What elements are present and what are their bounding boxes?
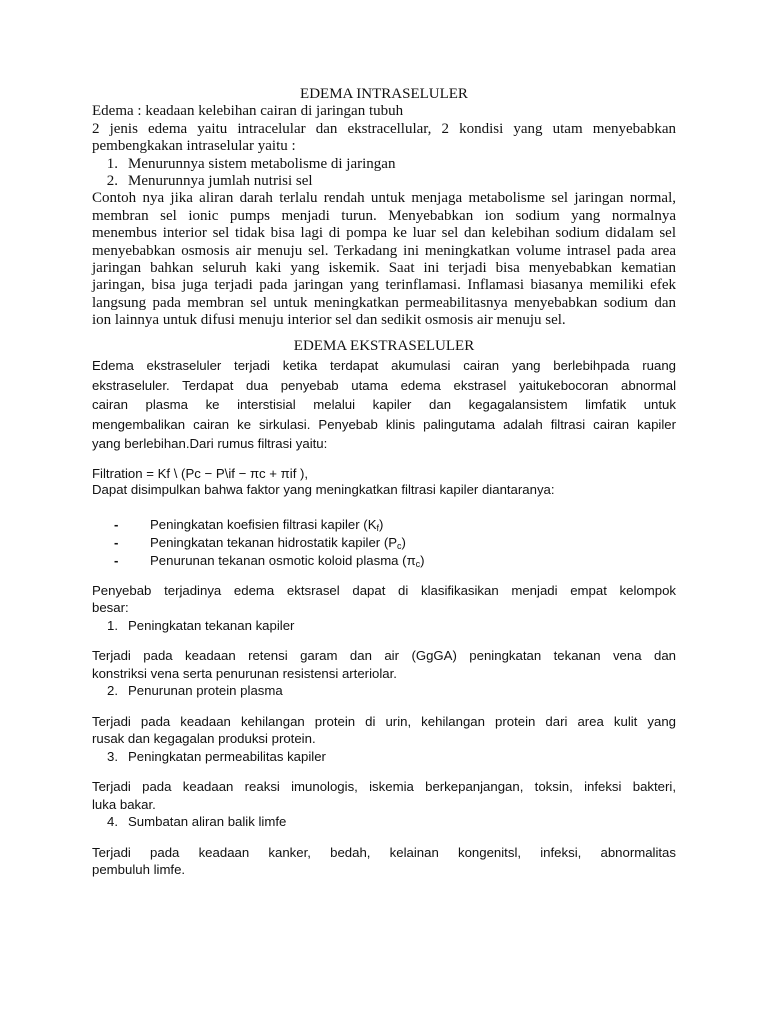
cause-description: [92, 844, 676, 879]
text-line: ekstraseluler. Terdapat dua penyebab utama edema ekstrasel yaitukebocoran abnormal: [92, 377, 676, 393]
text-line: rusak dan kegagalan produksi protein.: [92, 731, 316, 746]
text-line: menembus interior sel tidak bisa lagi di pompa ke luar sel dan kelebihan sodium didalam sel: [92, 225, 676, 242]
text-line: 2 jenis edema yaitu intracelular dan ekstracellular, 2 kondisi yang utam menyebabkan: [92, 120, 676, 137]
factor-subscript: c: [397, 540, 402, 551]
cause-number: 2.: [107, 683, 118, 698]
cause-heading: [92, 617, 676, 635]
text-line: ion lainnya untuk difusi menuju interior sel dan sedikit osmosis air menuju sel.: [92, 312, 566, 329]
bullet-dash: -: [114, 516, 119, 532]
cause-description: [92, 713, 676, 748]
bullet-dash: -: [114, 534, 119, 550]
cause-number: 4.: [107, 814, 118, 829]
text-line: konstriksi vena serta penurunan resistensi arteriolar.: [92, 665, 397, 681]
text-line: yang berlebihan.Dari rumus filtrasi yaitu:: [92, 436, 328, 451]
section-title: EDEMA EKSTRASELULER: [293, 338, 475, 354]
factor-end: ): [401, 534, 406, 550]
text-line: pembuluh limfe.: [92, 862, 186, 877]
list-item: [92, 156, 676, 173]
factor-label: Peningkatan tekanan hidrostatik kapiler (P: [150, 534, 398, 550]
cause-item: [92, 748, 676, 814]
text-line: cairan plasma ke interstisial melalui kapiler dan kegagalansistem limfatik untuk: [92, 397, 676, 412]
list-number: 2.: [106, 173, 118, 190]
factor-item: [114, 534, 676, 552]
section-intraseluler: [92, 86, 676, 330]
list-number: 1.: [106, 155, 118, 172]
factor-item: [114, 552, 676, 570]
section-title: EDEMA INTRASELULER: [300, 86, 468, 102]
text-line: Terjadi pada keadaan reaksi imunologis, iskemia berkepanjangan, toksin, infeksi bakteri,: [92, 779, 676, 794]
cause-title: Peningkatan tekanan kapiler: [128, 617, 295, 633]
text-line: Edema ekstraseluler terjadi ketika terdapat akumulasi cairan yang berlebihpada ruang: [92, 358, 676, 373]
cause-title: Sumbatan aliran balik limfe: [128, 814, 287, 829]
text-line: Terjadi pada keadaan retensi garam dan air (GgGA) peningkatan tekanan vena dan: [92, 648, 676, 663]
text-line: jaringan, bisa juga terjadi pada jaringan yang terinflamasi. Inflamasi biasanya memiliki efek: [92, 277, 676, 294]
cause-description: [92, 647, 676, 682]
factor-text: [150, 552, 425, 570]
cause-heading: [92, 748, 676, 766]
cause-number: 3.: [107, 748, 118, 764]
text-line: besar:: [92, 600, 129, 615]
factor-end: ): [420, 552, 425, 568]
cause-heading: [92, 682, 676, 700]
factor-label: Peningkatan koefisien filtrasi kapiler (K: [150, 516, 377, 532]
factor-end: ): [379, 516, 384, 532]
cause-item: [92, 617, 676, 683]
text-line: jaringan bahkan seluruh kaki yang iskemik. Saat ini terjadi bisa menyebabkan kematian: [92, 260, 676, 277]
text-line: membran sel ionic pumps menjadi turun. Menyebabkan ion sodium yang normalnya: [92, 207, 676, 224]
cause-number: 1.: [107, 617, 118, 633]
text-line: Edema : keadaan kelebihan cairan di jaringan tubuh: [92, 103, 404, 120]
filtration-formula: Filtration = Kf \ (Pc − P\if − πc + πif ),: [92, 465, 309, 481]
list-text: Menurunnya jumlah nutrisi sel: [128, 173, 313, 190]
cause-item: [92, 682, 676, 748]
text-line: luka bakar.: [92, 796, 156, 812]
factor-text: [150, 534, 406, 552]
bullet-dash: -: [114, 552, 119, 568]
text-line: pembengkakan intraselular yaitu :: [92, 138, 296, 155]
text-line: langsung pada membran sel untuk meningkatkan permeabilitasnya menyebabkan sodium dan: [92, 294, 676, 311]
text-line: menyebabkan osmosis air menuju sel. Terkadang ini meningkatkan volume intrasel pada area: [92, 242, 676, 259]
list-text: Menurunnya sistem metabolisme di jaringan: [128, 155, 396, 172]
list-item: [92, 173, 676, 190]
factor-subscript: c: [415, 558, 421, 569]
text-line: mengembalikan cairan ke sirkulasi. Penyebab klinis palingutama adalah filtrasi cairan kapiler: [92, 416, 676, 432]
cause-item: [92, 813, 676, 879]
factor-subscript: f: [376, 522, 380, 533]
cause-title: Penurunan protein plasma: [128, 683, 283, 698]
conclusion-text: Dapat disimpulkan bahwa faktor yang meningkatkan filtrasi kapiler diantaranya:: [92, 482, 555, 497]
cause-title: Peningkatan permeabilitas kapiler: [128, 748, 326, 764]
cause-heading: [92, 813, 676, 831]
factor-label: Penurunan tekanan osmotic koloid plasma (π: [150, 552, 416, 568]
factor-text: [150, 516, 383, 534]
text-line: Contoh nya jika aliran darah terlalu rendah untuk menjaga metabolisme sel jaringan normal,: [92, 190, 676, 207]
text-line: Terjadi pada keadaan kanker, bedah, kelainan kongenitsl, infeksi, abnormalitas: [92, 844, 676, 860]
section-ekstraseluler-title-wrap: [92, 338, 676, 355]
text-line: Terjadi pada keadaan kehilangan protein di urin, kehilangan protein dari area kulit yang: [92, 713, 676, 729]
section-ekstraseluler: [92, 356, 676, 879]
cause-description: [92, 778, 676, 813]
text-line: Penyebab terjadinya edema ektsrasel dapat di klasifikasikan menjadi empat kelompok: [92, 582, 676, 598]
factor-item: [114, 516, 676, 534]
